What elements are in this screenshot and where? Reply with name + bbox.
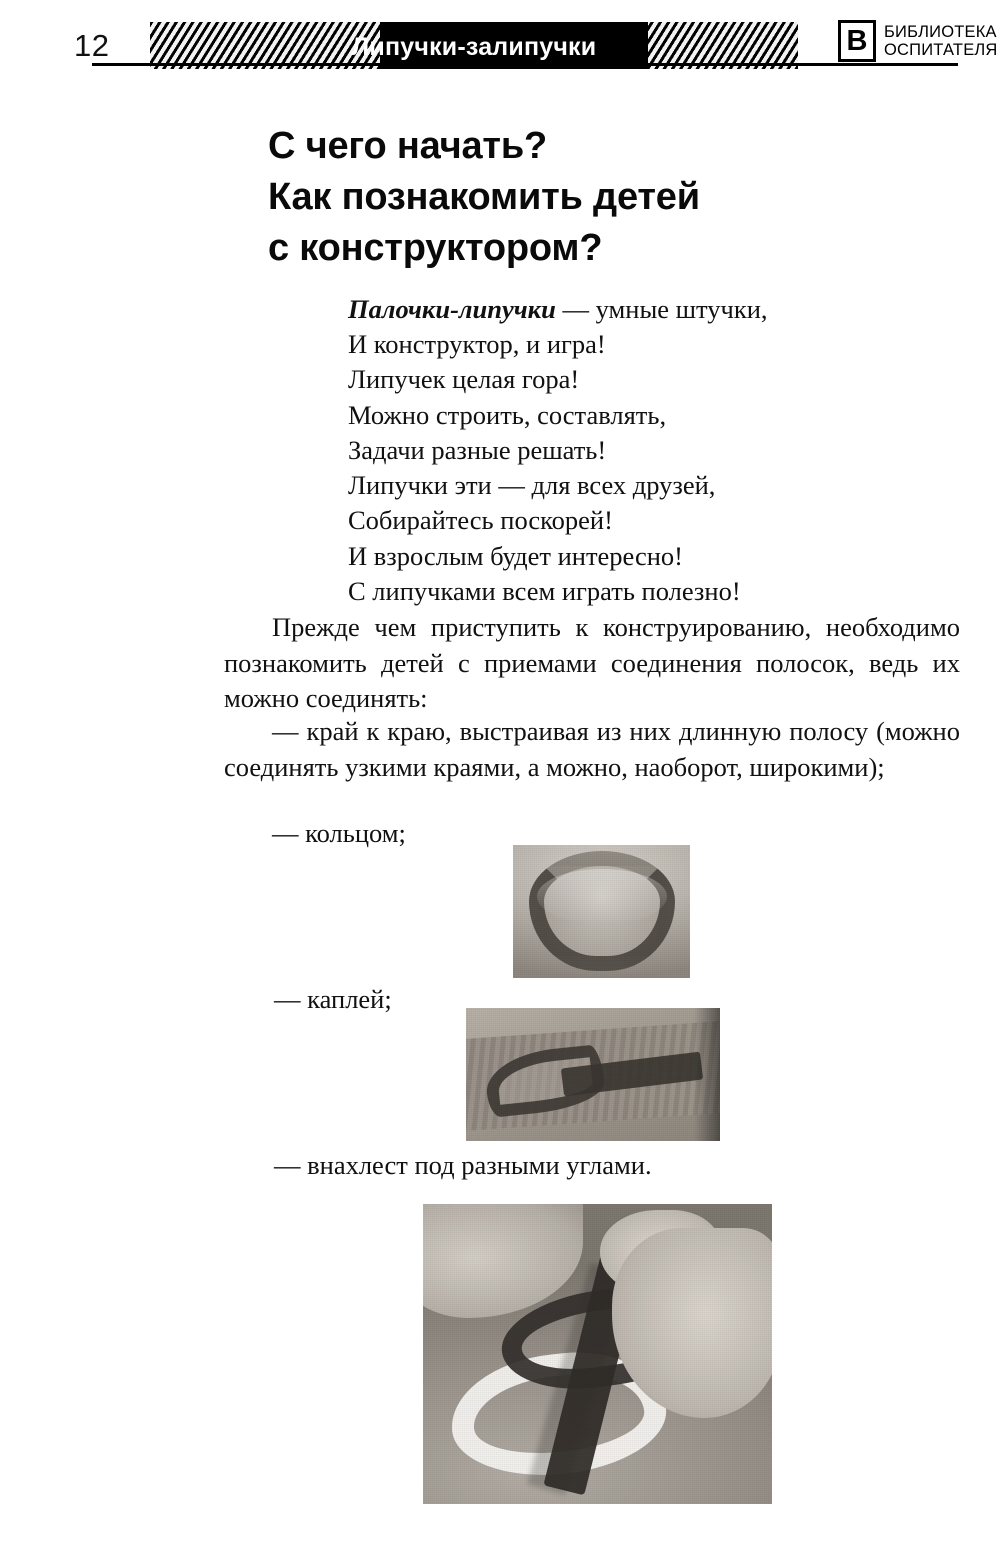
running-head-band	[150, 22, 798, 69]
logo-text	[884, 23, 998, 60]
poem-line-7: Собирайтесь поскорей!	[348, 505, 613, 536]
running-head-title: Липучки-залипучки	[351, 33, 597, 61]
poem-lead-phrase: Палочки-липучки	[348, 294, 556, 324]
poem-line-5: Задачи разные решать!	[348, 434, 607, 465]
photo-shadow-edge	[694, 1008, 720, 1141]
title-line-2: Как познакомить детей	[268, 175, 700, 218]
logo-line-2: ОСПИТАТЕЛЯ	[884, 41, 998, 59]
paragraph-intro	[224, 610, 960, 717]
list-item-overlap-text: — внахлест под разными углами.	[274, 1150, 652, 1180]
poem-line-8: И взрослым будет интересно!	[348, 540, 683, 571]
list-item-edge-to-edge	[224, 714, 960, 785]
poem-line-2: И конструктор, и игра!	[348, 329, 606, 360]
photo-ring-connection	[513, 845, 690, 978]
poem-line-3: Липучек целая гора!	[348, 364, 580, 395]
title-line-1: С чего начать?	[268, 125, 548, 168]
logo-line-1: БИБЛИОТЕКА	[884, 22, 997, 41]
poem-line-6: Липучки эти — для всех друзей,	[348, 470, 716, 501]
poem-block	[348, 292, 908, 609]
poem-line-1	[348, 292, 908, 327]
photo-drop-connection	[466, 1008, 720, 1141]
page-number: 12	[74, 28, 110, 63]
photo-highlight	[537, 869, 667, 924]
poem-line-9: С липучками всем играть полезно!	[348, 575, 741, 606]
paragraph-intro-text: Прежде чем приступить к конструированию, необходимо познакомить детей с приемами соединения полосок, ведь их можно соединять:	[224, 612, 960, 714]
list-item-drop-text: — каплей;	[274, 984, 392, 1014]
list-item-overlap	[274, 1148, 954, 1184]
logo-letter-icon: В	[838, 20, 876, 62]
publisher-logo	[838, 20, 998, 62]
page-title	[268, 121, 908, 273]
header-divider	[92, 63, 958, 66]
list-item-edge-to-edge-text: — край к краю, выстраивая из них длинную полосу (можно соединять узкими краями, а можно, наоборот, широкими);	[224, 716, 960, 782]
poem-line-4: Можно строить, составлять,	[348, 399, 667, 430]
photo-overlap-connection	[423, 1204, 772, 1504]
poem-line-1-rest: — умные штучки,	[555, 294, 768, 324]
list-item-ring-text: — кольцом;	[272, 818, 406, 848]
title-line-3: с конструктором?	[268, 226, 603, 269]
